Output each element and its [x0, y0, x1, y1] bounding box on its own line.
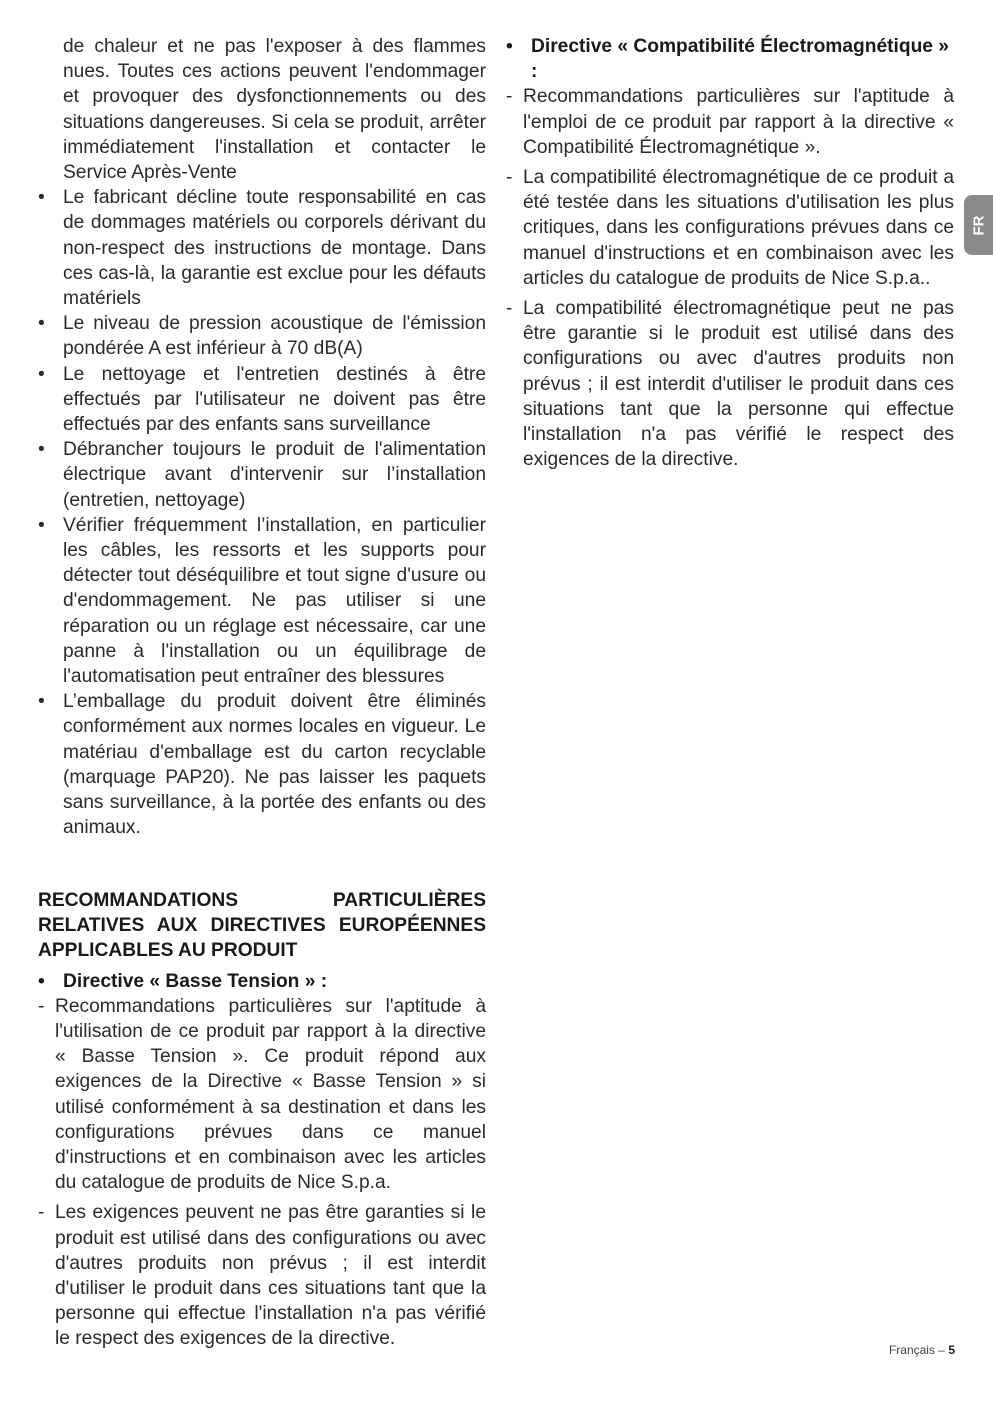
list-item: - La compatibilité électromagnétique de ce produit a été testée dans les situations d'utilisation les plus critiques, dans les configurations prévues dans ce manuel d'instructions et en combinaison avec les articles du catalogue de produits de Nice S.p.a.. [506, 165, 954, 291]
list-item: • Vérifier fréquemment l’installation, en particulier les câbles, les ressorts et les supports pour détecter tout déséquilibre et tout signe d'usure ou d'endommagement. Ne pas utiliser si une réparation ou un réglage est nécessaire, car une panne à l'installation ou un équilibrage de l'automatisation peut entraîner des blessures [38, 513, 486, 689]
left-column [38, 34, 486, 1357]
list-item: • Débrancher toujours le produit de l'alimentation électrique avant d'intervenir sur l’installation (entretien, nettoyage) [38, 437, 486, 513]
list-item: - Les exigences peuvent ne pas être garanties si le produit est utilisé dans des configurations ou avec d'autres produits non prévus ; il est interdit d'utiliser le produit dans ces situations tant que la personne qui effectue l'installation n'a pas vérifié le respect des exigences de la directive. [38, 1200, 486, 1351]
directive-title-emc: • Directive « Compatibilité Électromagnétique » : [506, 34, 954, 84]
page-number: 5 [948, 1343, 955, 1357]
language-tab [964, 195, 993, 255]
footer-language: Français – [888, 1343, 949, 1357]
right-column [506, 34, 954, 477]
list-item: • Le nettoyage et l'entretien destinés à être effectués par l'utilisateur ne doivent pas être effectués par des enfants sans surveillance [38, 362, 486, 438]
page-footer [889, 1343, 955, 1357]
list-item: - Recommandations particulières sur l'aptitude à l'emploi de ce produit par rapport à la directive « Compatibilité Électromagnétique ». [506, 84, 954, 160]
continuation-paragraph: de chaleur et ne pas l'exposer à des flammes nues. Toutes ces actions peuvent l'endommager et provoquer des dysfonctionnements ou des situations dangereuses. Si cela se produit, arrêter immédiatement l'installation et contacter le Service Après-Vente [63, 36, 486, 184]
list-item: • L’emballage du produit doivent être éliminés conformément aux normes locales en vigueur. Le matériau d'emballage est du carton recyclable (marquage PAP20). Ne pas laisser les paquets sans surveillance, à la portée des enfants ou des animaux. [38, 689, 486, 840]
directive-title-low-voltage: • Directive « Basse Tension » : [38, 969, 486, 994]
list-item: • Le niveau de pression acoustique de l'émission pondérée A est inférieur à 70 dB(A) [38, 311, 486, 361]
list-item: • Le fabricant décline toute responsabilité en cas de dommages matériels ou corporels dérivant du non-respect des instructions de montage. Dans ces cas-là, la garantie est exclue pour les défauts matériels [38, 185, 486, 311]
section-heading: RECOMMANDATIONS PARTICULIÈRES RELATIVES AUX DIRECTIVES EUROPÉENNES APPLICABLES AU PRODUIT [38, 889, 486, 961]
list-item: - La compatibilité électromagnétique peut ne pas être garantie si le produit est utilisé dans des configurations ou avec d'autres produits non prévus ; il est interdit d'utiliser le produit dans ces situations tant que la personne qui effectue l'installation n'a pas vérifié le respect des exigences de la directive. [506, 296, 954, 472]
list-item: - Recommandations particulières sur l'aptitude à l'utilisation de ce produit par rapport à la directive « Basse Tension ». Ce produit répond aux exigences de la Directive « Basse Tension » si utilisé conformément à sa destination et dans les configurations prévues dans ce manuel d'instructions et en combinaison avec les articles du catalogue de produits de Nice S.p.a. [38, 994, 486, 1196]
language-tab-label: FR [970, 215, 987, 235]
